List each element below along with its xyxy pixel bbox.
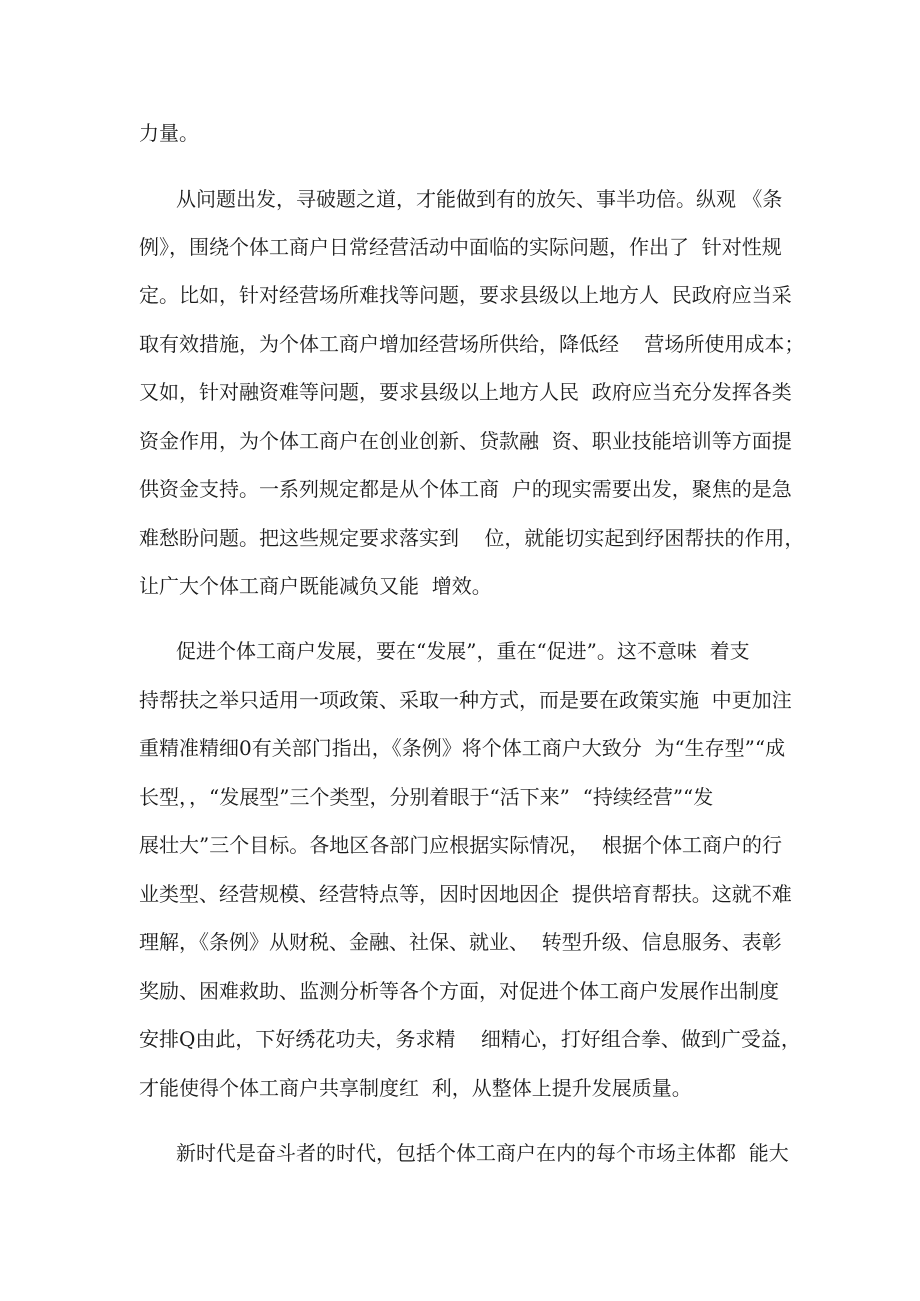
text-line: 力量。	[139, 121, 199, 145]
text-line: 重精准精细0有关部门指出，《条例》将个体工商户大致分 为“生存型”“成	[139, 736, 786, 760]
text-line: 才能使得个体工商户共享制度红 利，从整体上提升发展质量。	[139, 1076, 692, 1100]
text-line: 奖励、困难救助、监测分析等各个方面，对促进个体工商户发展作出制度	[139, 979, 779, 1003]
text-line: 又如，针对融资难等问题，要求县级以上地方人民 政府应当充分发挥各类	[139, 380, 792, 404]
text-line: 例》，围绕个体工商户日常经营活动中面临的实际问题，作出了 针对性规	[139, 235, 782, 259]
text-line: 取有效措施，为个体工商户增加经营场所供给，降低经 营场所使用成本；	[139, 332, 805, 356]
text-line: 业类型、经营规模、经营特点等，因时因地因企 提供培育帮扶。这就不难	[139, 882, 792, 906]
text-line: 定。比如，针对经营场所难找等问题，要求县级以上地方人 民政府应当采	[139, 283, 792, 307]
text-line: 供资金支持。一系列规定都是从个体工商 户的现实需要出发，聚焦的是急	[139, 477, 792, 501]
text-line: 资金作用，为个体工商户在创业创新、贷款融 资、职业技能培训等方面提	[139, 429, 792, 453]
text-line: 促进个体工商户发展，要在“发展”，重在“促进”。这不意味 着支	[176, 639, 750, 663]
text-line: 理解，《条例》从财税、金融、社保、就业、 转型升级、信息服务、表彰	[139, 930, 782, 954]
text-line: 长型，，“发展型”三个类型，分别着眼于“活下来” “持续经营”“发	[139, 785, 714, 809]
text-line: 难愁盼问题。把这些规定要求落实到 位，就能切实起到纾困帮扶的作用，	[139, 526, 805, 550]
text-line: 从问题出发，寻破题之道，才能做到有的放矢、事半功倍。纵观 《条	[176, 187, 783, 211]
text-line: 展壮大”三个目标。各地区各部门应根据实际情况， 根据个体工商户的行	[139, 833, 782, 857]
text-line: 新时代是奋斗者的时代，包括个体工商户在内的每个市场主体都 能大	[176, 1141, 789, 1165]
text-line: 安排Q由此，下好绣花功夫，务求精 细精心，打好组合拳、做到广受益，	[139, 1027, 801, 1051]
text-line: 持帮扶之举只适用一项政策、采取一种方式，而是要在政策实施 中更加注	[139, 688, 792, 712]
text-line: 让广大个体工商户既能减负又能 增效。	[139, 574, 492, 598]
